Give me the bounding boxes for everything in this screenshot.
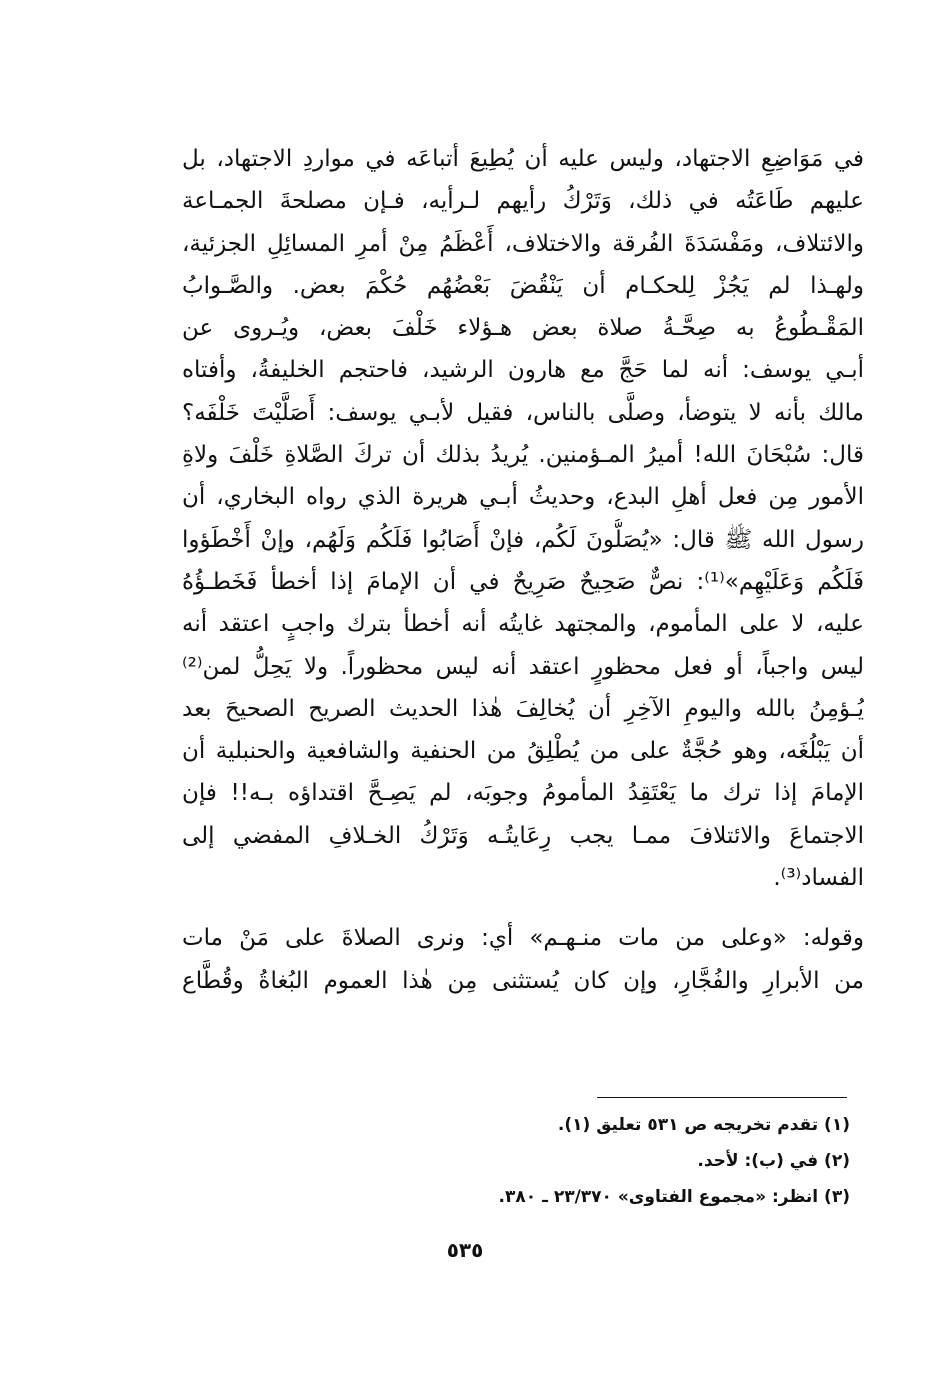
- text-line: فَلَكُم وَعَلَيْهِم»⁽¹⁾: نصٌّ صَحِيحٌ صَرِيحٌ في أن الإمامَ إذا أخطأ فَخَطـؤُهُ: [182, 568, 864, 595]
- text-line: من الأبرارِ والفُجَّارِ، وإن كان يُستثنى مِن هٰذا العموم البُغاةُ وقُطَّاع: [182, 967, 864, 994]
- text-line: المَقْـطُوعُ به صِحَّـةُ صلاة بعض هـؤلاء خَلْفَ بعض، ويُـروى عن: [182, 315, 864, 342]
- text-line: والائتلاف، ومَفْسَدَةَ الفُرقة والاختلاف، أَعْظَمُ مِنْ أمرِ المسائِلِ الجزئية،: [182, 230, 864, 257]
- text-line: عليه، لا على المأموم، والمجتهد غايتُه أنه أخطأ بترك واجبٍ اعتقد أنه: [182, 611, 864, 638]
- footnote: (٣) انظر: «مجموع الفتاوى» ٢٣/٣٧٠ ـ ٣٨٠.: [498, 1187, 850, 1207]
- text-line: عليهم طَاعَتُه في ذلك، وَتَرْكُ رأيهم لـرأيه، فـإن مصلحةَ الجمـاعة: [182, 188, 864, 215]
- footnote: (٢) في (ب): لأحد.: [697, 1151, 850, 1171]
- text-line: وقوله: «وعلى من مات منـهـم» أي: ونرى الصلاةَ على مَنْ مات: [182, 925, 864, 952]
- text-line: رسول الله ﷺ قال: «يُصَلُّونَ لَكُم، فإنْ أَصَابُوا فَلَكُم وَلَهُم، وإنْ أَخْطَؤوا: [182, 526, 864, 553]
- footnote: (١) تقدم تخريجه ص ٥٣١ تعليق (١).: [557, 1115, 850, 1135]
- main-text: [182, 138, 864, 1002]
- text-line: قال: سُبْحَانَ الله! أميرُ المـؤمنين. يُريدُ بذلك أن تركَ الصَّلاةِ خَلْفَ ولاةِ: [182, 442, 864, 469]
- text-line: أن يَبْلُغَه، وهو حُجَّةٌ على من يُطْلِقُ من الحنفية والشافعية والحنبلية أن: [182, 738, 864, 765]
- text-line: الإمامَ إذا ترك ما يَعْتَقِدُ المأمومُ وجوبَه، لم يَصِـحَّ اقتداؤه بـه!! فإن: [182, 780, 864, 807]
- text-line: مالك بأنه لا يتوضأ، وصلَّى بالناس، فقيل لأبـي يوسف: أَصَلَّيْتَ خَلْفَه؟: [182, 399, 864, 426]
- text-line: الفساد⁽³⁾.: [773, 865, 864, 892]
- text-line: ولهـذا لم يَجُزْ لِلحكـام أن يَنْقُضَ بَعْضُهُم حُكْمَ بعض. والصَّـوابُ: [182, 272, 864, 299]
- footnote-divider: [597, 1097, 847, 1098]
- page-number: ٥٣٥: [446, 1238, 484, 1262]
- text-line: الاجتماعَ والائتلافَ ممـا يجب رِعَايتُـه وَتَرْكُ الخـلافِ المفضي إلى: [182, 822, 864, 849]
- text-line: ليس واجباً، أو فعل محظورٍ اعتقد أنه ليس محظوراً. ولا يَحِلُّ لمن⁽²⁾: [182, 653, 864, 680]
- text-line: أبـي يوسف: أنه لما حَجَّ مع هارون الرشيد، فاحتجم الخليفةُ، وأفتاه: [182, 357, 864, 384]
- footnotes: [300, 1107, 850, 1215]
- paragraph-gap: [182, 899, 864, 917]
- text-line: يُـؤمِنُ بالله واليومِ الآخِرِ أن يُخالِفَ هٰذا الحديث الصريح الصحيحَ بعد: [182, 695, 864, 722]
- text-line: الأمور مِن فعل أهلِ البدع، وحديثُ أبـي هريرة الذي رواه البخاري، أن: [182, 484, 864, 511]
- text-line: في مَوَاضِعِ الاجتهاد، وليس عليه أن يُطِيعَ أتباعَه في مواردِ الاجتهاد، بل: [182, 146, 864, 172]
